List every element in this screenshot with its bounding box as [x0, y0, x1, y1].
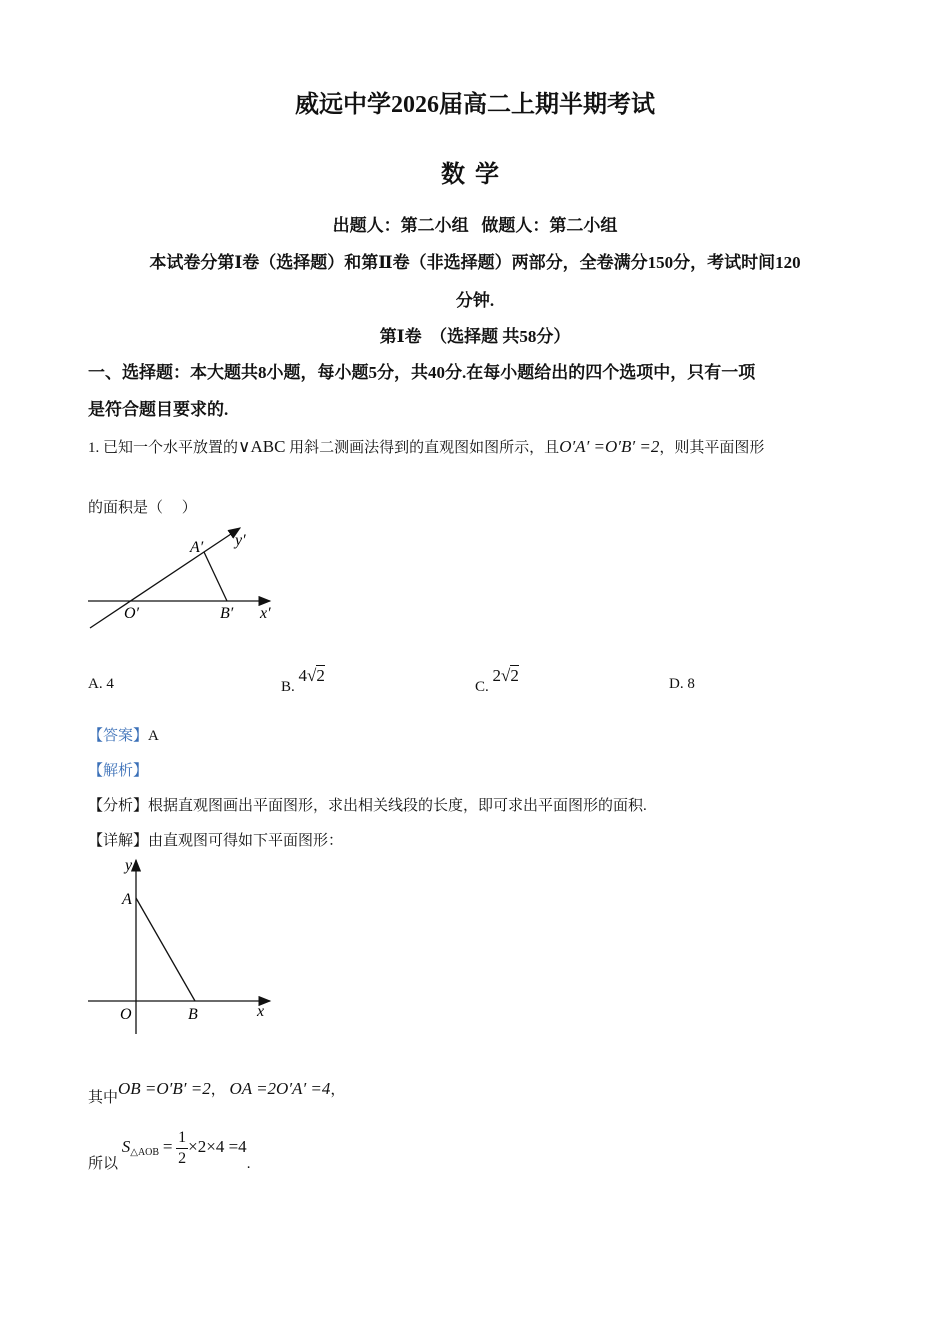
option-c — [475, 666, 519, 696]
segment-a-b — [204, 552, 227, 601]
detail-text: 由直观图可得如下平面图形： — [148, 833, 344, 849]
page-title: 威远中学2026届高二上期半期考试 — [295, 92, 655, 118]
label-o: O — [120, 1006, 132, 1023]
detail-line — [88, 829, 343, 850]
option-c-letter: C. — [475, 679, 489, 695]
option-a-value: 4 — [106, 676, 114, 692]
option-a-letter: A. — [88, 676, 103, 692]
question-1-line-2: 的面积是（ ） — [88, 500, 197, 516]
answer-line — [88, 724, 159, 745]
answer-label: 【答案】 — [88, 728, 149, 744]
question-1-middle: 用斜二测画法得到的直观图如图所示，且 — [289, 440, 560, 456]
where-prefix: 其中 — [88, 1090, 119, 1106]
plane-figure-diagram — [80, 852, 280, 1037]
so-prefix: 所以 — [88, 1155, 119, 1172]
label-x-prime: x′ — [260, 605, 271, 622]
intro-line-2: 分钟. — [455, 291, 495, 310]
triangle-symbol: ∨ABC — [238, 437, 286, 456]
section-heading-line-1: 一、选择题：本大题共8小题，每小题5分，共40分.在每小题给出的四个选项中，只有一项 — [88, 363, 756, 382]
option-b-value: 4√2 — [298, 666, 325, 685]
option-b-letter: B. — [281, 679, 295, 695]
eq-oa: OA =2O′A′ =4 — [229, 1079, 331, 1098]
area-line — [88, 1128, 251, 1172]
authors-line: 出题人：第二小组 做题人：第二小组 — [332, 216, 618, 235]
option-d-letter: D. — [669, 676, 684, 692]
question-1-stem — [88, 436, 764, 457]
analysis-label: 【解析】 — [88, 763, 149, 779]
area-rest: ×2×4 =4 — [188, 1136, 247, 1156]
label-y: y — [125, 857, 133, 874]
question-1-prefix: 1. 已知一个水平放置的 — [88, 440, 239, 456]
question-1-suffix: ，则其平面图形 — [659, 440, 765, 456]
where-line — [88, 1078, 346, 1106]
fraction-one-half: $\frac{1}{2}$ — [178, 1129, 187, 1167]
comma-1: ， — [210, 1082, 226, 1098]
option-d-value: 8 — [687, 676, 695, 692]
fenxi-line — [88, 794, 647, 815]
label-o-prime: O′ — [124, 605, 140, 622]
segment-ab — [136, 898, 195, 1001]
y-prime-axis — [90, 528, 240, 628]
oblique-diagram — [80, 522, 280, 637]
area-symbol: S△AOB — [121, 1136, 160, 1158]
eq-ob: OB =O′B′ =2 — [118, 1079, 211, 1098]
part-heading: 第Ⅰ卷 （选择题 共58分） — [379, 327, 571, 346]
period: . — [246, 1155, 251, 1172]
comma-2: ， — [330, 1082, 346, 1098]
label-b-prime: B′ — [220, 605, 234, 622]
fenxi-text: 根据直观图画出平面图形，求出相关线段的长度，即可求出平面图形的面积. — [148, 798, 647, 814]
option-d — [669, 676, 695, 693]
condition-equation: O′A′ =O′B′ =2 — [559, 437, 660, 456]
option-b — [281, 666, 325, 696]
answer-value: A — [148, 728, 159, 744]
detail-label: 【详解】 — [88, 833, 149, 849]
label-a-prime: A′ — [190, 539, 204, 556]
label-y-prime: y′ — [235, 532, 246, 549]
subject-heading: 数学 — [441, 162, 509, 188]
option-a — [88, 676, 114, 693]
option-c-value: 2√2 — [492, 666, 519, 685]
fenxi-label: 【分析】 — [88, 798, 149, 814]
section-heading-line-2: 是符合题目要求的. — [88, 400, 229, 419]
label-a: A — [122, 891, 132, 908]
intro-line-1: 本试卷分第Ⅰ卷（选择题）和第Ⅱ卷（非选择题）两部分，全卷满分150分，考试时间120 — [149, 253, 801, 272]
label-b: B — [188, 1006, 198, 1023]
label-x: x — [257, 1003, 265, 1020]
area-equals: = — [162, 1136, 173, 1156]
